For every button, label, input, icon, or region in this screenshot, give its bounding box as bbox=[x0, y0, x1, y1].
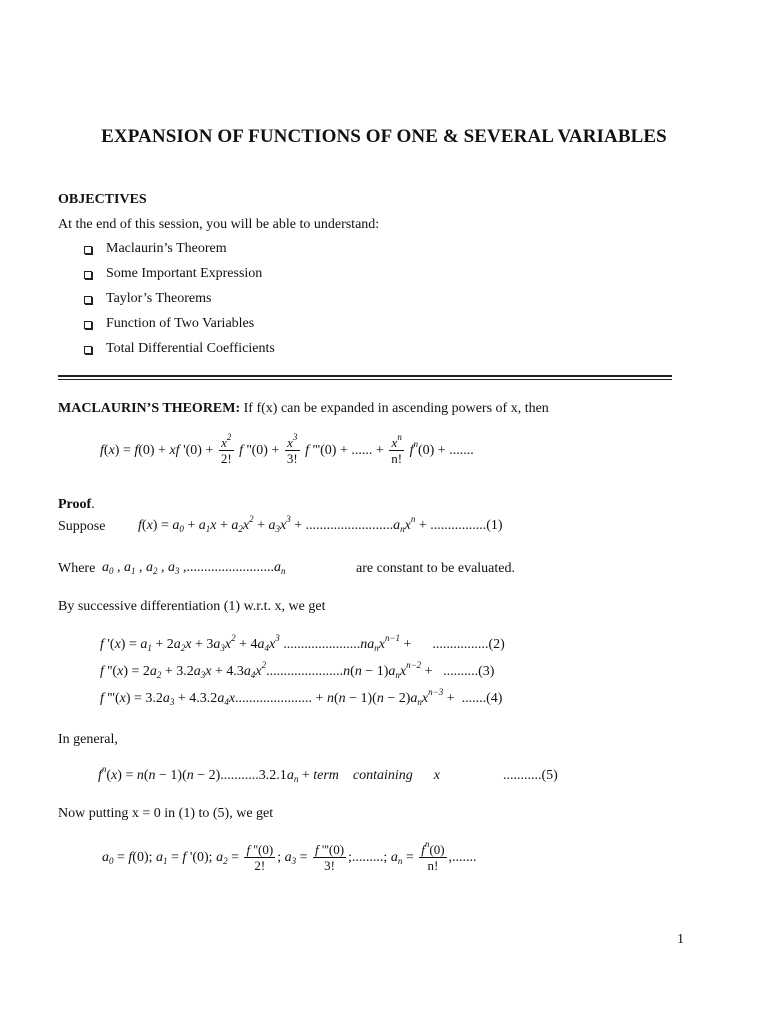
equation-3: f ''$(x) = 2a_2 + 3.2a_3x + 4.3a_4x^2......................n(n - 1)a_nx^{n-2} + ..........(3)$ bbox=[100, 660, 495, 680]
in-general-text: In general, bbox=[58, 732, 118, 747]
maclaurin-statement: If f(x) can be expanded in ascending powers of x, then bbox=[240, 401, 549, 416]
checkbox-bullet-icon bbox=[84, 296, 92, 304]
equation-label: (2) bbox=[488, 637, 505, 652]
coefficients-list: $a_0$ , $a_1$ , $a_2$ , $a_3$ $,.........................a_n$ bbox=[102, 560, 286, 576]
checkbox-bullet-icon bbox=[84, 346, 92, 354]
list-item: Maclaurin’s Theorem bbox=[84, 240, 275, 265]
equation-label: (4) bbox=[486, 691, 503, 706]
maclaurin-intro bbox=[58, 401, 549, 417]
equation-label: (1) bbox=[486, 518, 503, 533]
document-title: EXPANSION OF FUNCTIONS OF ONE & SEVERAL VARIABLES bbox=[101, 126, 667, 147]
checkbox-bullet-icon bbox=[84, 271, 92, 279]
list-item: Total Differential Coefficients bbox=[84, 340, 275, 365]
objectives-heading: OBJECTIVES bbox=[58, 192, 147, 207]
coefficient-results: $a_0 = f(0)$; $a_1 = f$ '(0); $a_2$ = $\frac{f ''(0)}{2!}$ ; $a_3$ = $\frac{f '''(0)}{3!}$ ;.........; $a_n$ = $\frac{f^n(0)}{n!}$ ,....... bbox=[102, 839, 477, 873]
equation-label: (3) bbox=[478, 664, 495, 679]
section-divider bbox=[58, 379, 672, 380]
putting-text: Now putting x = 0 in (1) to (5), we get bbox=[58, 806, 274, 821]
proof-label: Proof. bbox=[58, 497, 95, 512]
list-item: Some Important Expression bbox=[84, 265, 275, 290]
equation-label: (5) bbox=[541, 768, 558, 783]
checkbox-bullet-icon bbox=[84, 246, 92, 254]
successive-text: By successive differentiation (1) w.r.t. x, we get bbox=[58, 599, 326, 614]
list-item: Function of Two Variables bbox=[84, 315, 275, 340]
equation-5: $f^n(x) = n(n - 1)(n - 2)...........3.2.1a_n$ + term containing x ...........(5) bbox=[98, 764, 558, 784]
objectives-intro: At the end of this session, you will be able to understand: bbox=[58, 217, 380, 232]
where-tail: are constant to be evaluated. bbox=[356, 561, 515, 576]
checkbox-bullet-icon bbox=[84, 321, 92, 329]
list-item: Taylor’s Theorems bbox=[84, 290, 275, 315]
objectives-list bbox=[84, 240, 275, 365]
equation-4: f '''$(x) = 3.2a_3 + 4.3.2a_4x$...................... + $n(n - 1)(n - 2)a_nx^{n-3} + .......(4)$ bbox=[100, 687, 503, 707]
where-label: Where bbox=[58, 561, 96, 576]
section-divider bbox=[58, 375, 672, 377]
maclaurin-heading: MACLAURIN’S THEOREM: bbox=[58, 401, 241, 416]
maclaurin-series-equation: f(x) = f(0) + xf '(0) + $\frac{x^2}{2!}$ f ''(0) + $\frac{x^3}{3!}$ f '''(0) + ...... + $\frac{x^n}{n!}$ $f^n(0)$ + ....... bbox=[100, 432, 474, 466]
equation-2: f '$(x) = a_1 + 2a_2x + 3a_3x^2 + 4a_4x^3$ $......................na_nx^{n-1}$ + ................(2) bbox=[100, 633, 505, 653]
suppose-label: Suppose bbox=[58, 519, 106, 534]
page-number: 1 bbox=[677, 932, 684, 947]
equation-1: $f(x) = a_0 + a_1x + a_2x^2 + a_3x^3 + .........................a_nx^n + ................(1)$ bbox=[138, 514, 503, 534]
